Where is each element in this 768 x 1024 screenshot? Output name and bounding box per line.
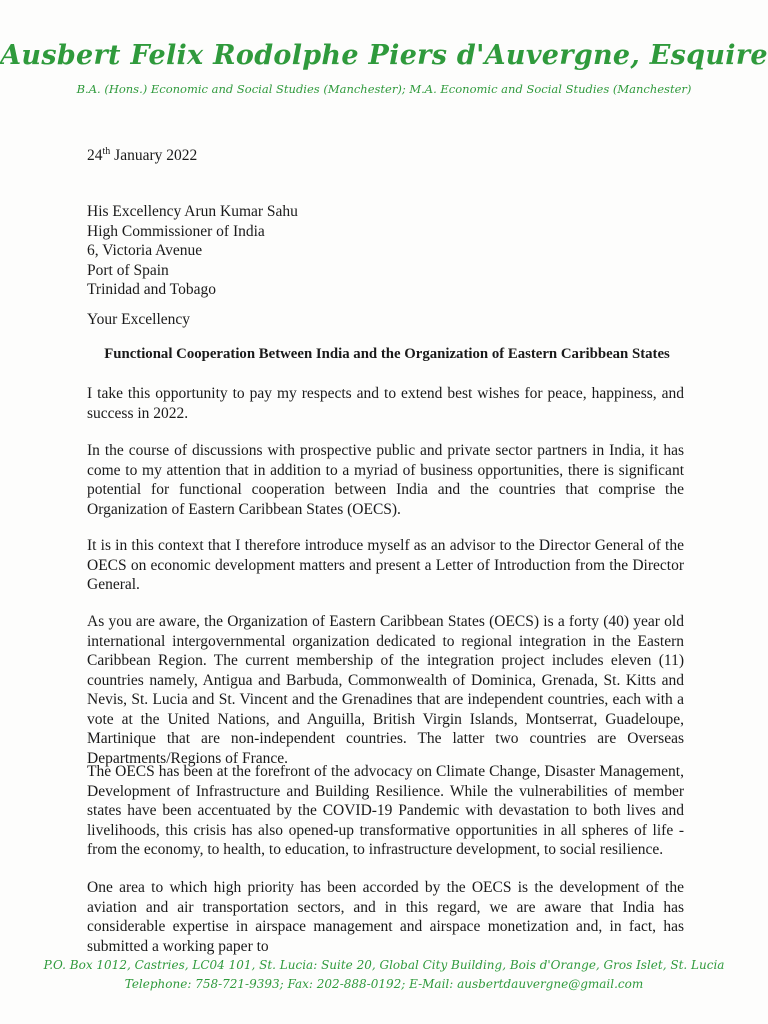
salutation: Your Excellency (87, 311, 191, 328)
body-paragraph: I take this opportunity to pay my respects and to extend best wishes for peace, happiness, and success in 2022. (87, 385, 684, 422)
subject-line: Functional Cooperation Between India and the Organization of Eastern Caribbean States (104, 346, 670, 362)
date-suffix: th (102, 146, 111, 157)
body-paragraph: In the course of discussions with prospective public and private sector partners in India, it has come to my attention that in addition to a myriad of business opportunities, there is significant potential for functional cooperation between India and the countries that comprise the Organization of Eastern Caribbean States (OECS). (87, 442, 684, 518)
address-line: Trinidad and Tobago (87, 281, 216, 298)
address-line: His Excellency Arun Kumar Sahu (87, 203, 298, 220)
footer-contact: Telephone: 758-721-9393; Fax: 202-888-0192; E-Mail: ausbertdauvergne@gmail.com (124, 977, 644, 991)
footer-address: P.O. Box 1012, Castries, LC04 101, St. Lucia: Suite 20, Global City Building, Bois d'Orange, Gros Islet, St. Lucia (43, 958, 725, 972)
address-line: Port of Spain (87, 261, 169, 279)
body-paragraph: The OECS has been at the forefront of the advocacy on Climate Change, Disaster Management, Development of Infrastructure and Building Resilience. While the vulnerabilities of member states have been accentuated by the COVID-19 Pandemic with devastation to both lives and livelihoods, this crisis has also opened-up transformative opportunities in all spheres of life - from the economy, to health, to education, to infrastructure development, to social resilience. (87, 763, 684, 858)
letterhead-qualifications: B.A. (Hons.) Economic and Social Studies (Manchester); M.A. Economic and Social Studies (Manchester) (76, 82, 692, 96)
letter-date (87, 146, 197, 165)
body-paragraph: It is in this context that I therefore introduce myself as an advisor to the Director General of the OECS on economic development matters and present a Letter of Introduction from the Director General. (87, 537, 684, 593)
recipient-address (87, 202, 298, 300)
date-month-year: January 2022 (114, 147, 198, 165)
address-line: 6, Victoria Avenue (87, 242, 203, 259)
body-paragraph: One area to which high priority has been accorded by the OECS is the development of the aviation and air transportation sectors, and in this regard, we are aware that India has considerable expertise in airspace management and airspace monetization and, in fact, has submitted a working paper to (87, 879, 684, 955)
date-day: 24 (87, 147, 103, 165)
body-paragraph: As you are aware, the Organization of Eastern Caribbean States (OECS) is a forty (40) year old international intergovernmental organization dedicated to regional integration in the Eastern Caribbean Region. The current membership of the integration project includes eleven (11) countries namely, Antigua and Barbuda, Commonwealth of Dominica, Grenada, St. Kitts and Nevis, St. Lucia and St. Vincent and the Grenadines that are independent countries, each with a vote at the United Nations, and Anguilla, British Virgin Islands, Montserrat, Guadeloupe, Martinique that are non-independent countries. The latter two countries are Overseas Departments/Regions of France. (87, 613, 684, 767)
letterhead-name: Ausbert Felix Rodolphe Piers d'Auvergne, Esquire (0, 40, 768, 71)
address-line: High Commissioner of India (87, 222, 265, 240)
